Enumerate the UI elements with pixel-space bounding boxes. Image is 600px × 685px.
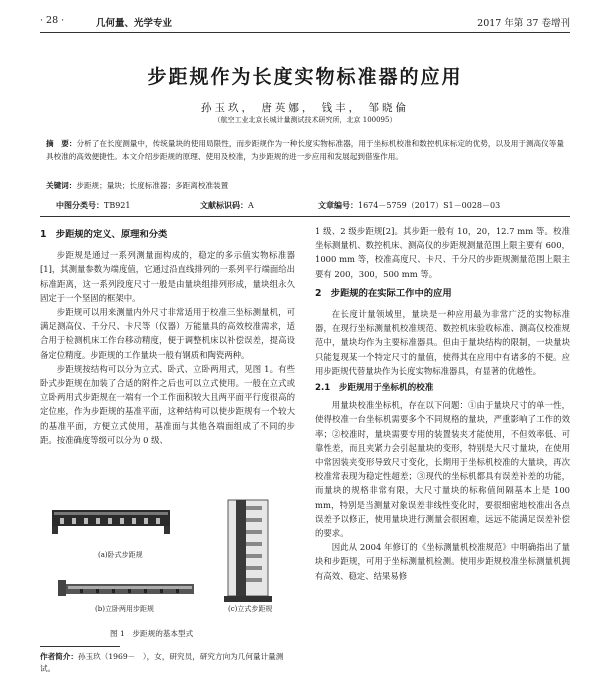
abstract-label: 摘 要： (46, 139, 77, 148)
abstract-text: 分析了在长度测量中，传统量块的使用局限性，而步距规作为一种长度实物标准器，用于坐标机校准和数控机床标定的优势，以及用于测高仪等量具校准的高效便捷性。本文介绍步距规的原理、使用及校准，为步距规的进一步应用和发展起到借鉴作用。 (46, 139, 565, 161)
document-code: 文献标识码：A (200, 200, 254, 210)
paragraph: 在长度计量领域里，量块是一种应用最为非常广泛的实物标准器，在现行坐标测量机校准规范、数控机床验收标准、测高仪校准规范中，量块均作为主要标准器具。但由于量块结构的限制，一块量块只能复现某一个特定尺寸的量值，使得其在应用中有诸多的不便。应用步距规代替量块作为长度实物标准器具，有显著的优越性。 (315, 309, 570, 376)
keywords-label: 关键词： (46, 181, 77, 190)
paragraph: 因此从 2004 年修订的《坐标测量机校准规范》中明确指出了量块和步距规，可用于坐标测量机检测。使用步距规校准坐标测量机拥有高效、稳定、结果易修 (315, 542, 570, 581)
journal-section: 几何量、光学专业 (96, 18, 173, 29)
affiliation: （航空工业北京长城计量测试技术研究所，北京 100095） (213, 116, 397, 124)
paragraph: 1 级、2 级步距规[2]。其步距一般有 10，20，12.7 mm 等。校准坐标测量机、数控机床、测高仪的步距规测量范围上限主要有 600，1000 mm 等，校准高度尺、卡尺、千分尺的步距规测量范围上限主要有 200，300，500 mm 等。 (315, 226, 570, 279)
paragraph: 步距规按结构可以分为立式、卧式、立卧两用式，见图 1。有些卧式步距规在加装了合适的附件之后也可以立式使用。一般在立式或立卧两用式步距规在一端有一个工作面积较大且两平面平行度很高的定位座，作为步距规的基准平面，这种结构可以使步距规有一个较大的基准平面，方便立式使用，基准面与其他各端面组成了不同的步距。按准确度等级可以分为 0 级、 (40, 363, 295, 445)
issue-info: 2017 年第 37 卷增刊 (477, 18, 570, 29)
footnote-text: 孙玉玖（1969－ ），女，研究员，研究方向为几何量计量测试。 (40, 652, 284, 673)
paragraph: 用量块校准坐标机，存在以下问题：①由于量块尺寸的单一性，使得校准一台坐标机需要多个不同规格的量块，严重影响了工作的效率；②校准时，量块需要专用的装置装夹才能使用，不但效率低、可靠性差，而且夹紧力会引起量块的变形，特别是大尺寸量块，在使用中常因装夹变形导致尺寸变化，长期用于坐标机校准的大量块，再次校准常表现为稳定性超差；③现代的坐标机都具有误差补差的功能，而量块的规格非常有限，大尺寸量块的标称值间隔基本上是 100 mm，特别是当测量对象误差非线性变化时，要很细密地校准出各点误差予以修正，使用量块进行测量会很困难，远远不能满足误差补偿的要求。 (315, 400, 570, 539)
footnote-label: 作者简介： (40, 652, 78, 661)
figure-label-a: (a)卧式步距规 (98, 551, 143, 559)
header-rule (40, 32, 570, 33)
section-1-heading: 1 步距规的定义、原理和分类 (40, 229, 168, 240)
page-number: · 28 · (40, 15, 65, 26)
horizontal-step-gauge-image (52, 510, 170, 534)
section-2-1-heading: 2.1 步距规用于坐标机的校准 (315, 383, 434, 394)
paper-title: 步距规作为长度实物标准器的应用 (147, 66, 463, 88)
abstract (46, 138, 564, 163)
abstract-rule (40, 216, 570, 217)
article-number: 文章编号：1674－5759（2017）S1－0028－03 (318, 200, 501, 210)
right-column (315, 224, 570, 583)
section-2-heading: 2 步距规的在实际工作中的应用 (315, 287, 452, 299)
author-footnote (40, 651, 295, 674)
footnote-rule (40, 646, 120, 647)
clc-number: 中图分类号：TB921 (56, 200, 131, 210)
figure-caption: 图 1 步距规的基本型式 (110, 629, 194, 638)
figure-label-c: (c)立式步距规 (228, 605, 273, 613)
vertical-step-gauge-image (224, 500, 272, 602)
combo-step-gauge-image (58, 580, 194, 596)
left-column (40, 222, 295, 447)
running-header (40, 15, 570, 31)
paragraph: 步距规是通过一系列测量面构成的，稳定的多示值实物标准器[1]，其测量参数为端度值，它通过沿直线排列的一系列平行端面给出标准距离，这一系列段度尺寸一般是由量块组排列形成，量块组永久固定于一个坚固的框架中。 (40, 250, 295, 303)
paragraph: 步距规可以用来测量内外尺寸非常适用于校准三坐标测量机，可满足测高仪、千分尺、卡尺等（仪器）万能量具的高效校准需求，适合用于检测机床工作台移动精度，便于调整机床以补偿误差，提高设备定位精度。步距规的工作量块一般有钢质和陶瓷两种。 (40, 307, 295, 360)
keywords-text: 步距规；量块；长度标准器；多距离校准装置 (76, 181, 229, 190)
authors: 孙玉玖， 唐英娜， 钱丰， 邹晓倫 (200, 102, 409, 114)
figure-1 (40, 492, 295, 624)
keywords (46, 180, 564, 193)
figure-label-b: (b)立卧两用步距规 (95, 605, 154, 613)
